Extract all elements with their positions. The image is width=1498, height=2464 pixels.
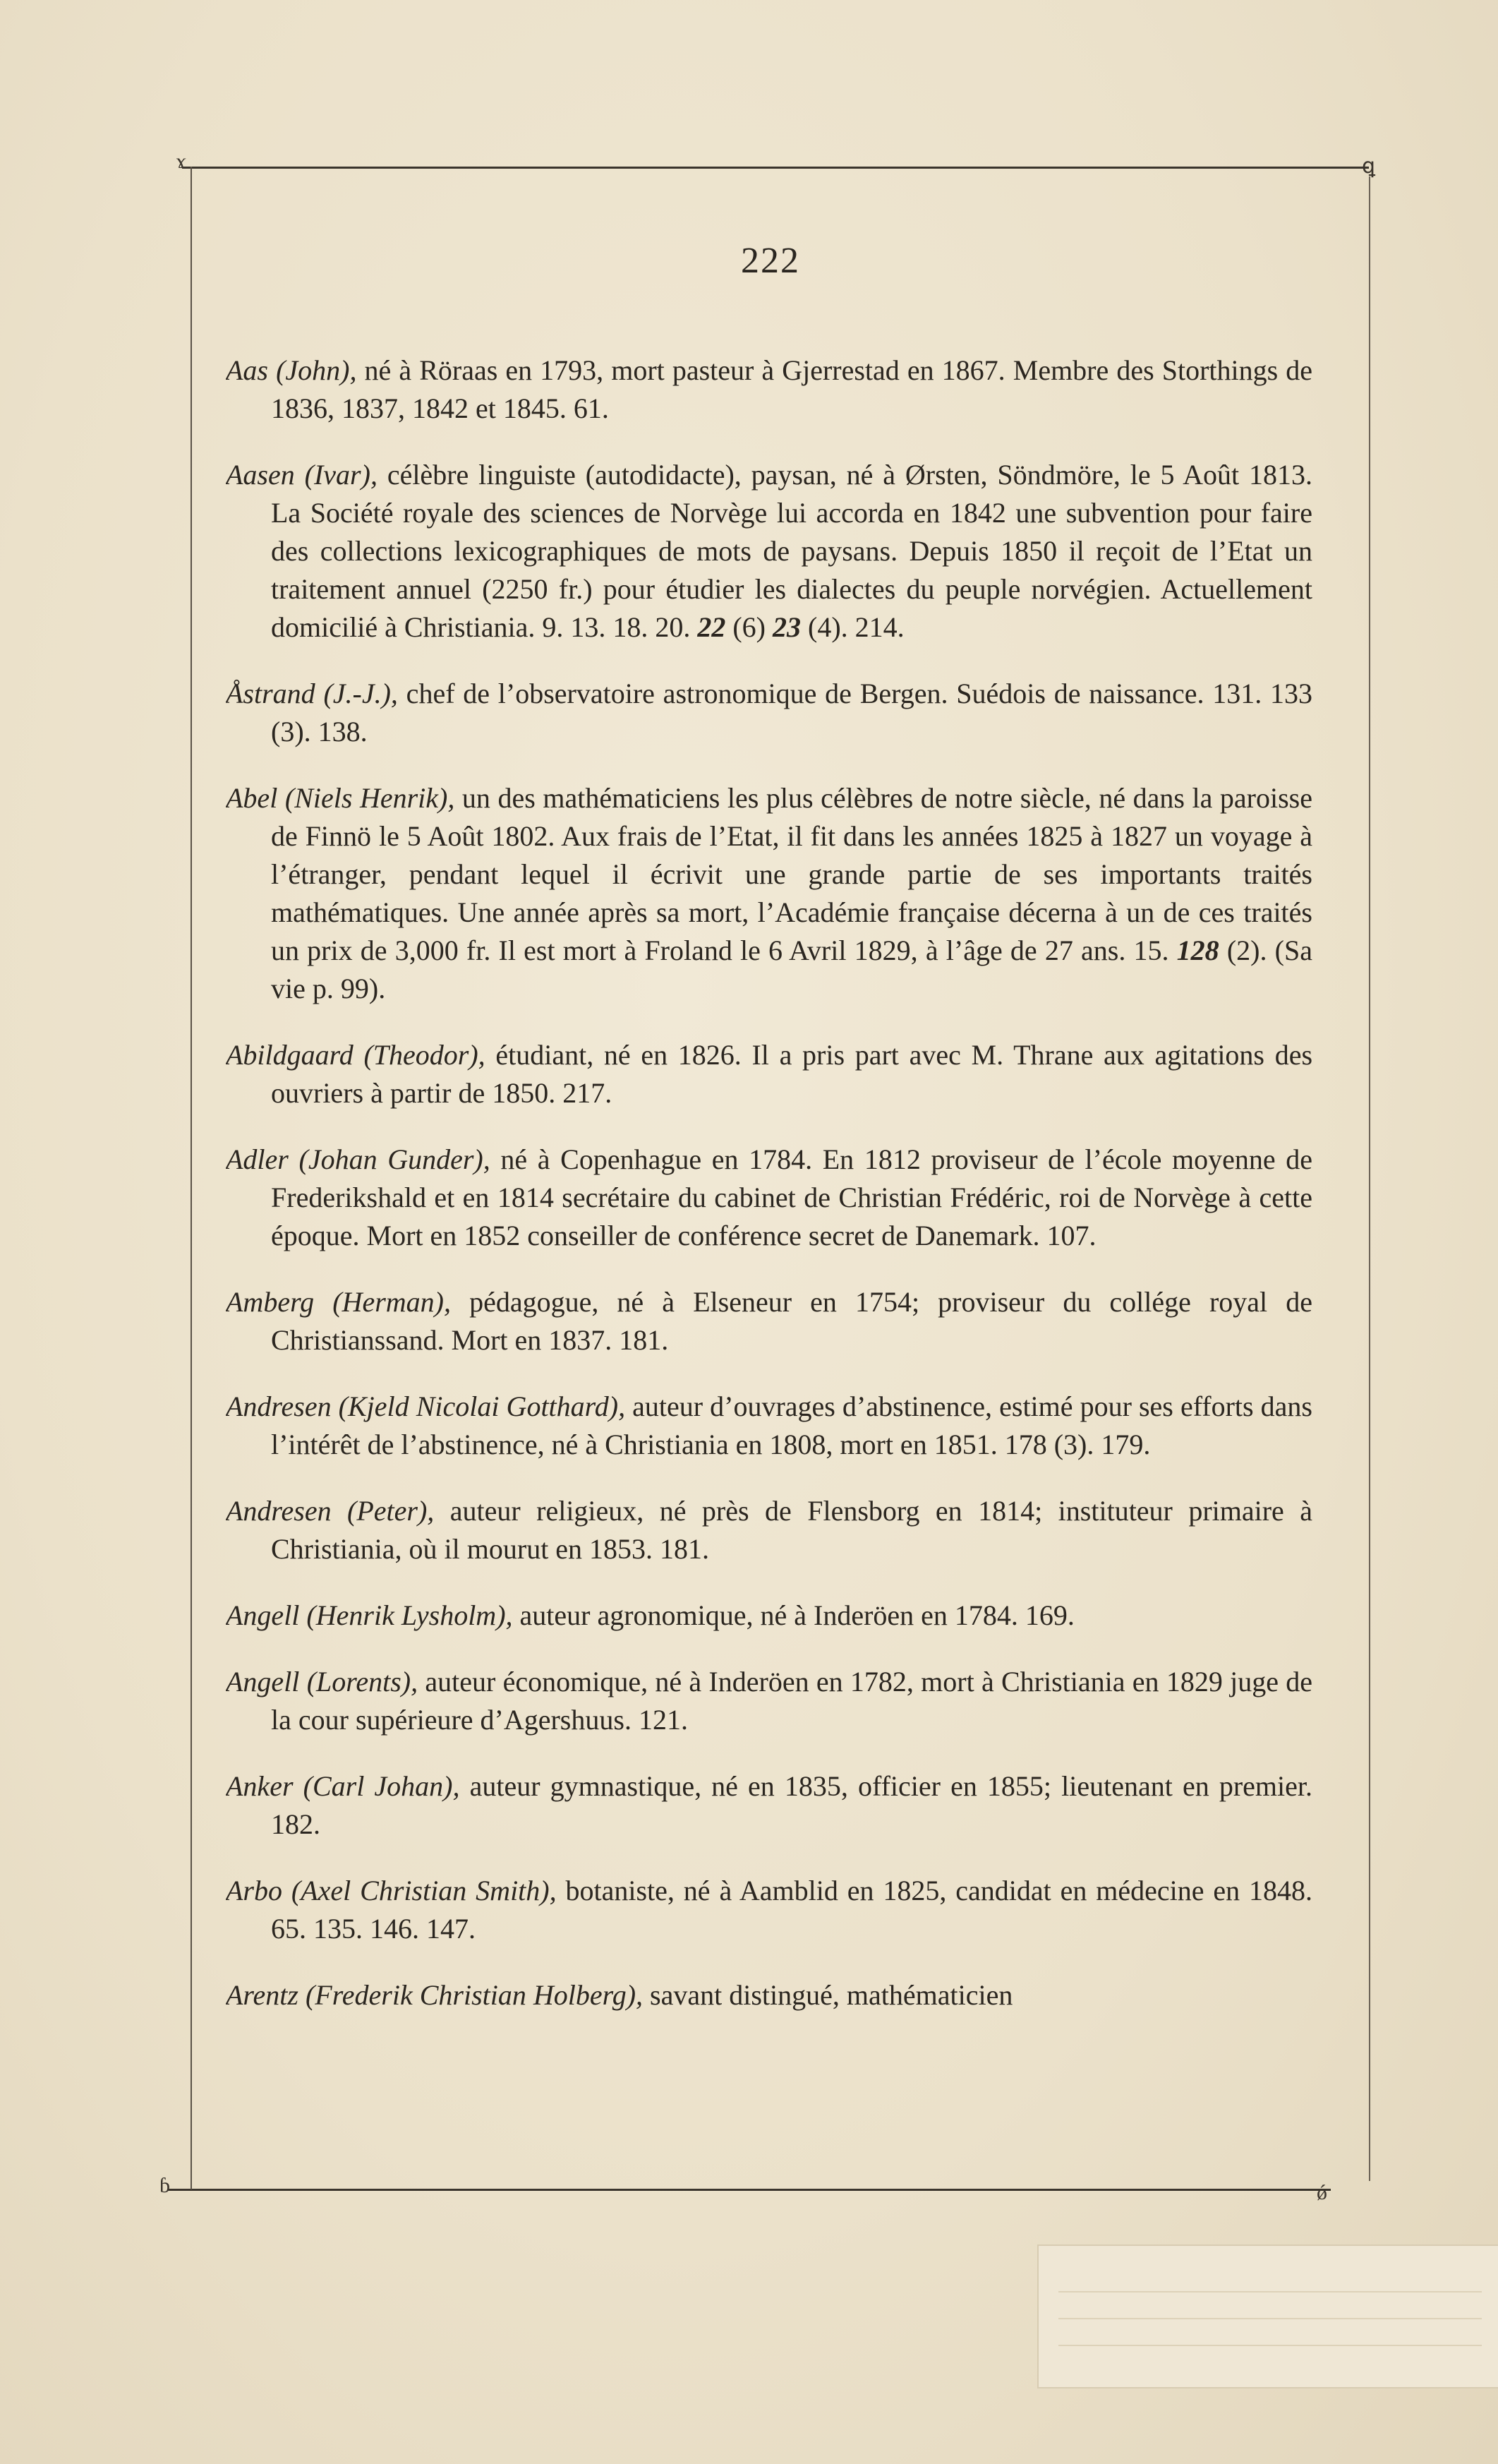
- corner-ornament-top-right: ꝗ: [1362, 155, 1376, 178]
- entry-text: savant distingué, mathématicien: [643, 1979, 1013, 2011]
- frame-right-rule: [1369, 176, 1370, 2181]
- entry-text: né à Copenhague en 1784. En 1812 proviseur de l’école moyenne de Frederikshald et en 1814 secrétaire du cabinet de Christian Frédéric, roi de Norvège à cette époque. Mort en 1852 conseiller de conférence secret de Danemark. 107.: [271, 1143, 1312, 1251]
- entry-surname: Andresen: [226, 1495, 332, 1527]
- entry-given-name: (Theodor),: [363, 1039, 485, 1071]
- corner-ornament-bottom-left: ɓ: [159, 2174, 170, 2197]
- entry-surname: Arbo: [226, 1875, 282, 1906]
- index-entry: [226, 1036, 1312, 1112]
- index-entry: [226, 1976, 1312, 2014]
- entry-given-name: (John),: [276, 354, 357, 386]
- frame-left-rule: [191, 167, 192, 2189]
- entry-bold-page-ref: 22: [690, 611, 726, 643]
- index-entry: [226, 1492, 1312, 1568]
- index-entry: [226, 1141, 1312, 1255]
- entry-text: pédagogue, né à Elseneur en 1754; proviseur du collége royal de Christianssand. Mort en 1837. 181.: [271, 1286, 1312, 1356]
- entry-bold-page-ref: 128: [1168, 934, 1219, 966]
- entry-text: auteur économique, né à Inderöen en 1782, mort à Christiania en 1829 juge de la cour supérieure d’Agershuus. 121.: [271, 1666, 1312, 1736]
- entry-given-name: (Lorents),: [306, 1666, 418, 1697]
- entry-surname: Aas: [226, 354, 268, 386]
- index-entry: [226, 1388, 1312, 1464]
- entry-text: célèbre linguiste (autodidacte), paysan, né à Ørsten, Söndmöre, le 5 Août 1813. La Société royale des sciences de Norvège lui accorda en 1842 une subvention pour faire des collections lexicographiques de mots de paysans. Depuis 1850 il reçoit de l’Etat un traitement annuel (2250 fr.) pour étudier les dialectes du peuple norvégien. Actuellement domicilié à Christiania. 9. 13. 18. 20.: [271, 459, 1312, 643]
- entry-given-name: (Axel Christian Smith),: [291, 1875, 557, 1906]
- entry-text: botaniste, né à Aamblid en 1825, candidat en médecine en 1848. 65. 135. 146. 147.: [271, 1875, 1312, 1945]
- entry-given-name: (Kjeld Nicolai Gotthard),: [338, 1390, 626, 1422]
- entry-bold-page-ref: 23: [766, 611, 801, 643]
- entry-surname: Amberg: [226, 1286, 315, 1318]
- entry-surname: Adler: [226, 1143, 289, 1175]
- entry-text-continued: (2). (Sa vie p. 99).: [271, 934, 1312, 1004]
- entry-text: né à Röraas en 1793, mort pasteur à Gjerrestad en 1867. Membre des Storthings de 1836, 1837, 1842 et 1845. 61.: [271, 354, 1312, 424]
- entry-surname: Anker: [226, 1770, 294, 1802]
- index-entry: [226, 456, 1312, 647]
- entry-text-continued: (6): [725, 611, 766, 643]
- entry-surname: Abel: [226, 782, 278, 814]
- entry-text: chef de l’observatoire astronomique de Bergen. Suédois de naissance. 131. 133 (3). 138.: [271, 678, 1312, 747]
- entry-given-name: (Peter),: [347, 1495, 435, 1527]
- entry-surname: Arentz: [226, 1979, 298, 2011]
- entry-surname: Angell: [226, 1599, 300, 1631]
- entry-given-name: (Herman),: [332, 1286, 451, 1318]
- entry-text: étudiant, né en 1826. Il a pris part avec M. Thrane aux agitations des ouvriers à partir de 1850. 217.: [271, 1039, 1312, 1109]
- entry-surname: Åstrand: [226, 678, 315, 709]
- index-entry: [226, 1872, 1312, 1948]
- index-entry: [226, 351, 1312, 428]
- entry-given-name: (Henrik Lysholm),: [306, 1599, 513, 1631]
- entry-given-name: (Frederik Christian Holberg),: [305, 1979, 644, 2011]
- library-stamp-lines: [1058, 2266, 1482, 2372]
- index-entry: [226, 1767, 1312, 1844]
- frame-bottom-rule: [168, 2189, 1331, 2191]
- index-entry: [226, 1663, 1312, 1739]
- page-number: 222: [741, 241, 800, 281]
- entry-given-name: (Carl Johan),: [303, 1770, 460, 1802]
- entry-text: auteur religieux, né près de Flensborg en 1814; instituteur primaire à Christiania, où il mourut en 1853. 181.: [271, 1495, 1312, 1565]
- entry-text: auteur d’ouvrages d’abstinence, estimé pour ses efforts dans l’intérêt de l’abstinence, né à Christiania en 1808, mort en 1851. 178 (3). 179.: [271, 1390, 1312, 1460]
- index-entries: [226, 323, 1312, 2130]
- corner-ornament-top-left: ɤ: [176, 150, 186, 173]
- entry-given-name: (Johan Gunder),: [298, 1143, 490, 1175]
- entry-given-name: (Ivar),: [304, 459, 377, 491]
- entry-text: auteur agronomique, né à Inderöen en 1784. 169.: [512, 1599, 1075, 1631]
- entry-text: un des mathématiciens les plus célèbres de notre siècle, né dans la paroisse de Finnö le 5 Août 1802. Aux frais de l’Etat, il fit dans les années 1825 à 1827 un voyage à l’étranger, pendant lequel il écrivit une grande partie de ses importants traités mathématiques. Une année après sa mort, l’Académie française décerna à un de ces traités un prix de 3,000 fr. Il est mort à Froland le 6 Avril 1829, à l’âge de 27 ans. 15.: [271, 782, 1312, 966]
- entry-surname: Aasen: [226, 459, 295, 491]
- index-entry: [226, 1283, 1312, 1359]
- entry-text: auteur gymnastique, né en 1835, officier en 1855; lieutenant en premier. 182.: [271, 1770, 1312, 1840]
- frame-top-rule: [182, 167, 1369, 169]
- entry-surname: Andresen: [226, 1390, 332, 1422]
- entry-text-continued: (4). 214.: [801, 611, 905, 643]
- entry-given-name: (Niels Henrik),: [284, 782, 455, 814]
- index-entry: [226, 1597, 1312, 1635]
- corner-ornament-bottom-right: ǿ: [1317, 2181, 1327, 2204]
- entry-surname: Abildgaard: [226, 1039, 354, 1071]
- entry-surname: Angell: [226, 1666, 300, 1697]
- index-entry: [226, 675, 1312, 751]
- index-entry: [226, 779, 1312, 1008]
- entry-given-name: (J.-J.),: [323, 678, 398, 709]
